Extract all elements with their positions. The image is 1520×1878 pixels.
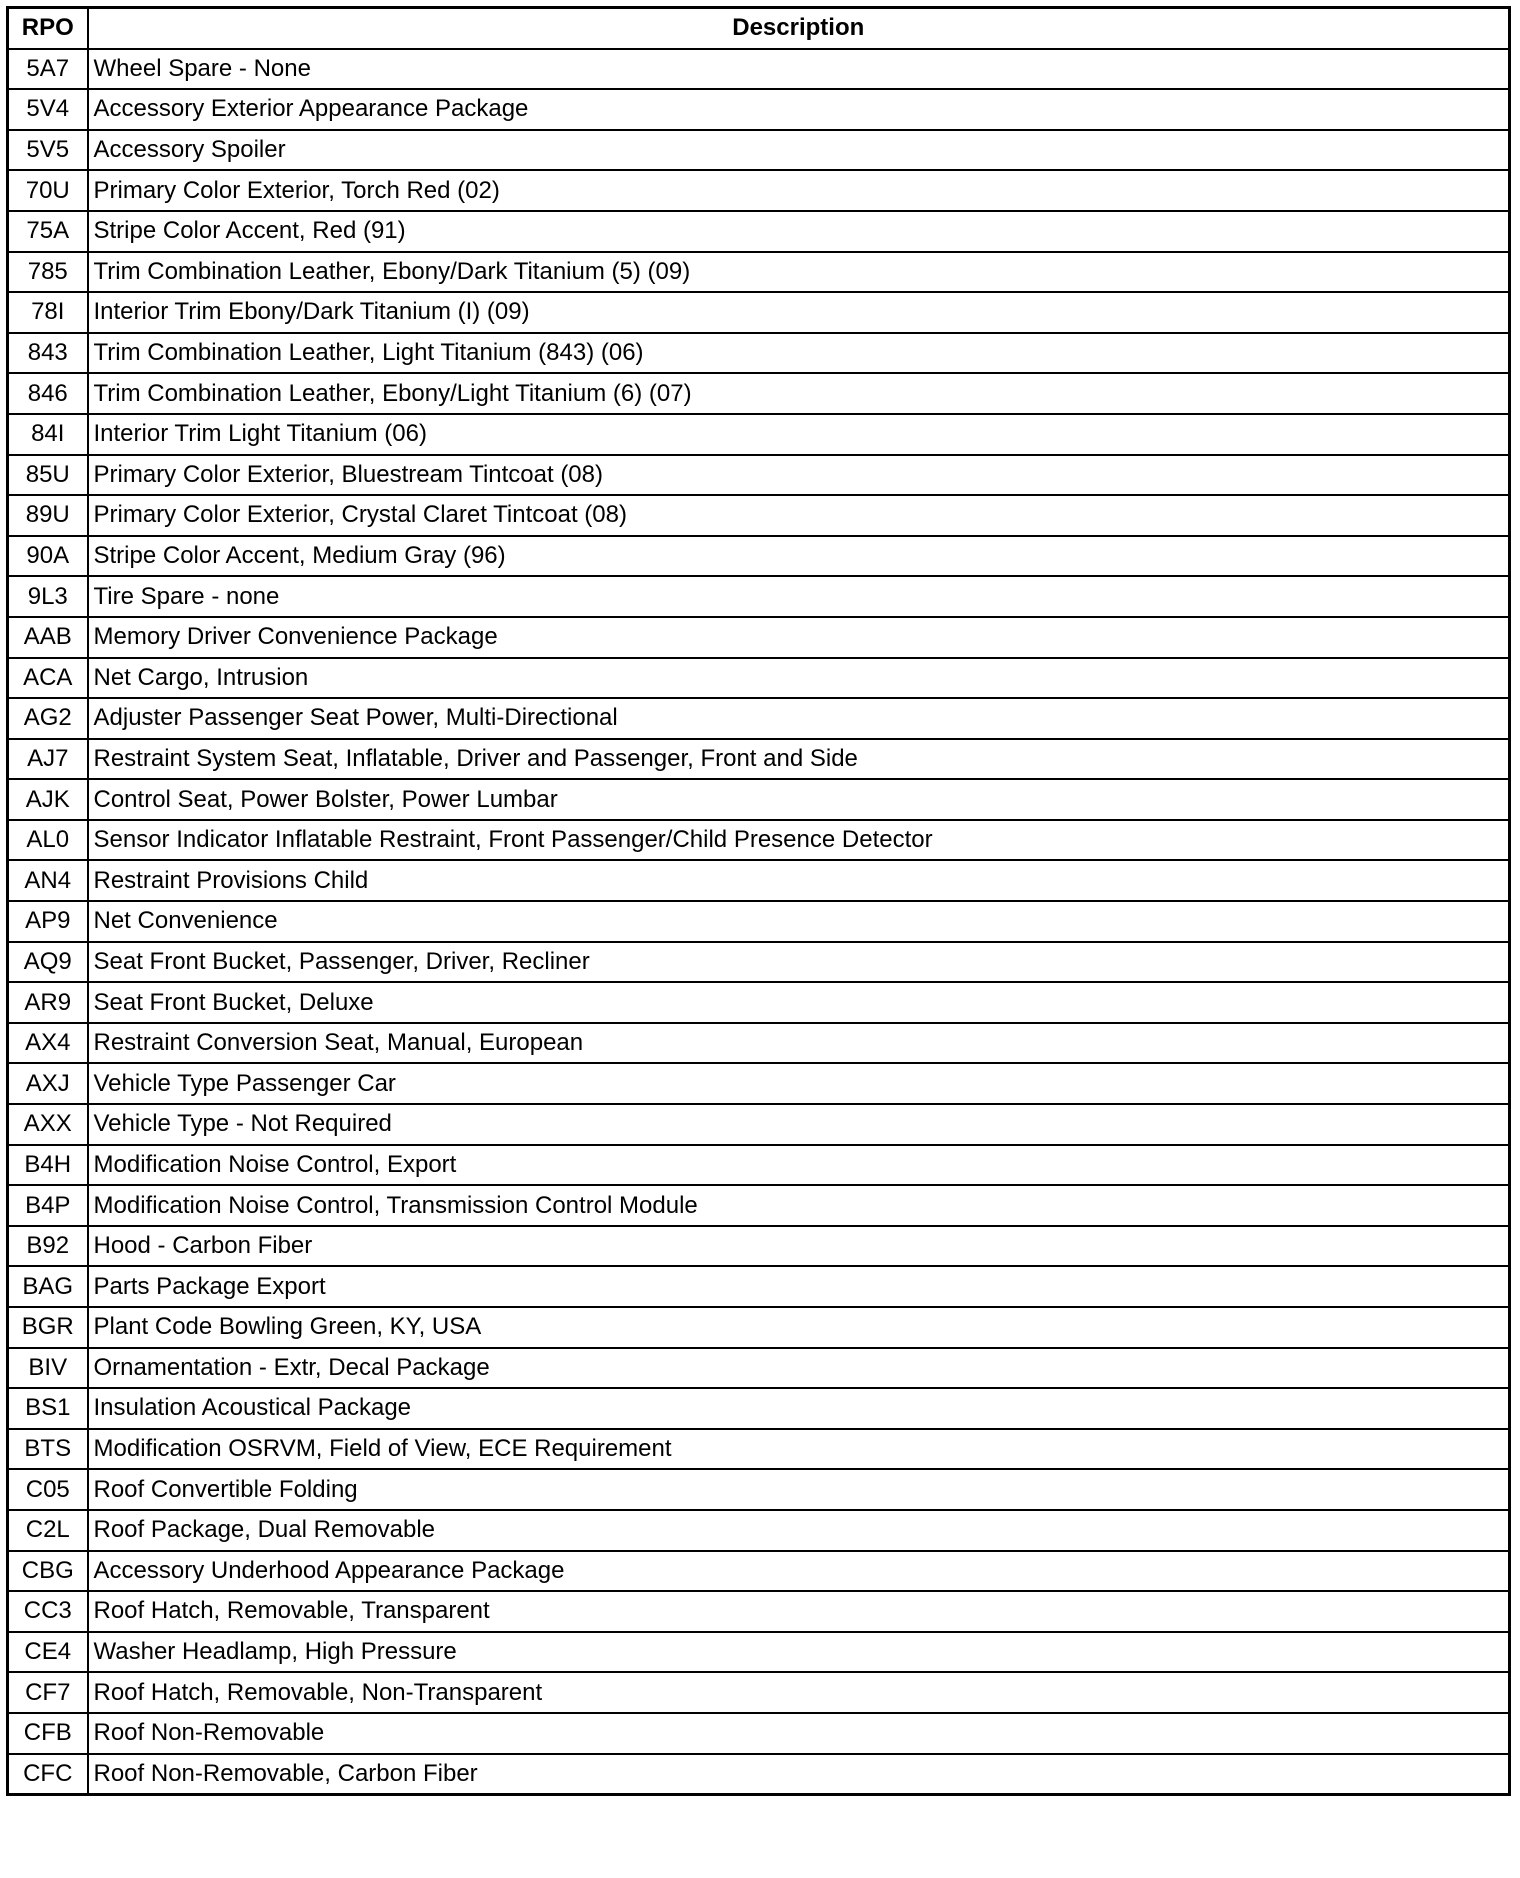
table-row xyxy=(8,333,1510,374)
table-row xyxy=(8,1713,1510,1754)
description-cell: Vehicle Type Passenger Car xyxy=(88,1063,1510,1104)
table-row xyxy=(8,1754,1510,1795)
table-row xyxy=(8,536,1510,577)
description-cell: Control Seat, Power Bolster, Power Lumbar xyxy=(88,779,1510,820)
rpo-code-cell: 90A xyxy=(8,536,88,577)
rpo-code-cell: AJ7 xyxy=(8,739,88,780)
table-row xyxy=(8,739,1510,780)
description-cell: Restraint Provisions Child xyxy=(88,860,1510,901)
description-cell: Roof Package, Dual Removable xyxy=(88,1510,1510,1551)
rpo-code-cell: B4P xyxy=(8,1185,88,1226)
description-cell: Restraint System Seat, Inflatable, Driver and Passenger, Front and Side xyxy=(88,739,1510,780)
rpo-code-cell: 78I xyxy=(8,292,88,333)
table-body xyxy=(8,49,1510,1795)
table-row xyxy=(8,942,1510,983)
rpo-code-cell: C05 xyxy=(8,1469,88,1510)
rpo-code-cell: BAG xyxy=(8,1266,88,1307)
table-row xyxy=(8,1510,1510,1551)
table-row xyxy=(8,982,1510,1023)
table-row xyxy=(8,1469,1510,1510)
table-row xyxy=(8,373,1510,414)
table-row xyxy=(8,1632,1510,1673)
description-cell: Memory Driver Convenience Package xyxy=(88,617,1510,658)
description-cell: Net Convenience xyxy=(88,901,1510,942)
rpo-code-cell: 846 xyxy=(8,373,88,414)
table-row xyxy=(8,1388,1510,1429)
header-row xyxy=(8,8,1510,49)
description-cell: Roof Non-Removable, Carbon Fiber xyxy=(88,1754,1510,1795)
table-row xyxy=(8,495,1510,536)
rpo-code-cell: AJK xyxy=(8,779,88,820)
description-cell: Ornamentation - Extr, Decal Package xyxy=(88,1348,1510,1389)
rpo-code-cell: CC3 xyxy=(8,1591,88,1632)
description-cell: Hood - Carbon Fiber xyxy=(88,1226,1510,1267)
description-cell: Insulation Acoustical Package xyxy=(88,1388,1510,1429)
table-row xyxy=(8,860,1510,901)
table-row xyxy=(8,820,1510,861)
rpo-code-cell: BGR xyxy=(8,1307,88,1348)
rpo-code-cell: AX4 xyxy=(8,1023,88,1064)
table-header xyxy=(8,8,1510,49)
description-cell: Trim Combination Leather, Ebony/Light Titanium (6) (07) xyxy=(88,373,1510,414)
rpo-code-cell: BS1 xyxy=(8,1388,88,1429)
rpo-code-cell: BTS xyxy=(8,1429,88,1470)
rpo-code-cell: BIV xyxy=(8,1348,88,1389)
table-row xyxy=(8,1307,1510,1348)
table-row xyxy=(8,455,1510,496)
description-cell: Primary Color Exterior, Crystal Claret Tintcoat (08) xyxy=(88,495,1510,536)
description-cell: Trim Combination Leather, Light Titanium (843) (06) xyxy=(88,333,1510,374)
rpo-code-cell: 843 xyxy=(8,333,88,374)
rpo-code-cell: 785 xyxy=(8,252,88,293)
description-cell: Roof Convertible Folding xyxy=(88,1469,1510,1510)
rpo-table xyxy=(6,6,1511,1796)
description-cell: Adjuster Passenger Seat Power, Multi-Directional xyxy=(88,698,1510,739)
description-cell: Restraint Conversion Seat, Manual, European xyxy=(88,1023,1510,1064)
description-cell: Modification Noise Control, Export xyxy=(88,1145,1510,1186)
description-cell: Tire Spare - none xyxy=(88,576,1510,617)
description-cell: Stripe Color Accent, Red (91) xyxy=(88,211,1510,252)
rpo-code-cell: C2L xyxy=(8,1510,88,1551)
table-row xyxy=(8,292,1510,333)
description-cell: Sensor Indicator Inflatable Restraint, Front Passenger/Child Presence Detector xyxy=(88,820,1510,861)
description-cell: Primary Color Exterior, Torch Red (02) xyxy=(88,170,1510,211)
rpo-code-cell: B92 xyxy=(8,1226,88,1267)
rpo-code-cell: 75A xyxy=(8,211,88,252)
description-cell: Primary Color Exterior, Bluestream Tintcoat (08) xyxy=(88,455,1510,496)
table-row xyxy=(8,658,1510,699)
table-row xyxy=(8,1348,1510,1389)
rpo-code-cell: ACA xyxy=(8,658,88,699)
rpo-code-cell: 5V5 xyxy=(8,130,88,171)
table-row xyxy=(8,698,1510,739)
table-row xyxy=(8,89,1510,130)
rpo-code-cell: 5V4 xyxy=(8,89,88,130)
description-cell: Trim Combination Leather, Ebony/Dark Titanium (5) (09) xyxy=(88,252,1510,293)
table-row xyxy=(8,779,1510,820)
rpo-code-cell: AN4 xyxy=(8,860,88,901)
table-row xyxy=(8,576,1510,617)
table-row xyxy=(8,211,1510,252)
rpo-code-cell: 70U xyxy=(8,170,88,211)
table-row xyxy=(8,1145,1510,1186)
header-rpo: RPO xyxy=(8,8,88,49)
table-row xyxy=(8,170,1510,211)
rpo-code-cell: 5A7 xyxy=(8,49,88,90)
rpo-code-cell: AP9 xyxy=(8,901,88,942)
rpo-code-cell: AAB xyxy=(8,617,88,658)
table-row xyxy=(8,1591,1510,1632)
table-row xyxy=(8,414,1510,455)
description-cell: Accessory Exterior Appearance Package xyxy=(88,89,1510,130)
rpo-code-cell: AR9 xyxy=(8,982,88,1023)
rpo-code-cell: 84I xyxy=(8,414,88,455)
table-row xyxy=(8,49,1510,90)
description-cell: Interior Trim Ebony/Dark Titanium (I) (09) xyxy=(88,292,1510,333)
table-row xyxy=(8,1551,1510,1592)
table-row xyxy=(8,1104,1510,1145)
rpo-code-cell: CBG xyxy=(8,1551,88,1592)
description-cell: Interior Trim Light Titanium (06) xyxy=(88,414,1510,455)
rpo-code-cell: 85U xyxy=(8,455,88,496)
rpo-code-cell: B4H xyxy=(8,1145,88,1186)
description-cell: Plant Code Bowling Green, KY, USA xyxy=(88,1307,1510,1348)
description-cell: Stripe Color Accent, Medium Gray (96) xyxy=(88,536,1510,577)
rpo-code-cell: AXJ xyxy=(8,1063,88,1104)
rpo-code-cell: AXX xyxy=(8,1104,88,1145)
rpo-code-cell: CFC xyxy=(8,1754,88,1795)
description-cell: Wheel Spare - None xyxy=(88,49,1510,90)
rpo-code-cell: AG2 xyxy=(8,698,88,739)
table-row xyxy=(8,1672,1510,1713)
description-cell: Modification OSRVM, Field of View, ECE Requirement xyxy=(88,1429,1510,1470)
description-cell: Seat Front Bucket, Deluxe xyxy=(88,982,1510,1023)
table-row xyxy=(8,617,1510,658)
table-row xyxy=(8,1185,1510,1226)
description-cell: Vehicle Type - Not Required xyxy=(88,1104,1510,1145)
rpo-code-cell: CE4 xyxy=(8,1632,88,1673)
description-cell: Seat Front Bucket, Passenger, Driver, Recliner xyxy=(88,942,1510,983)
description-cell: Accessory Spoiler xyxy=(88,130,1510,171)
description-cell: Roof Non-Removable xyxy=(88,1713,1510,1754)
description-cell: Net Cargo, Intrusion xyxy=(88,658,1510,699)
table-row xyxy=(8,252,1510,293)
rpo-code-cell: 89U xyxy=(8,495,88,536)
rpo-code-cell: 9L3 xyxy=(8,576,88,617)
table-row xyxy=(8,901,1510,942)
description-cell: Accessory Underhood Appearance Package xyxy=(88,1551,1510,1592)
table-row xyxy=(8,1023,1510,1064)
table-row xyxy=(8,130,1510,171)
rpo-code-cell: AQ9 xyxy=(8,942,88,983)
description-cell: Parts Package Export xyxy=(88,1266,1510,1307)
rpo-code-cell: AL0 xyxy=(8,820,88,861)
rpo-code-cell: CF7 xyxy=(8,1672,88,1713)
table-row xyxy=(8,1266,1510,1307)
table-row xyxy=(8,1063,1510,1104)
header-description: Description xyxy=(88,8,1510,49)
rpo-code-cell: CFB xyxy=(8,1713,88,1754)
table-row xyxy=(8,1226,1510,1267)
description-cell: Roof Hatch, Removable, Transparent xyxy=(88,1591,1510,1632)
description-cell: Washer Headlamp, High Pressure xyxy=(88,1632,1510,1673)
table-row xyxy=(8,1429,1510,1470)
description-cell: Roof Hatch, Removable, Non-Transparent xyxy=(88,1672,1510,1713)
description-cell: Modification Noise Control, Transmission Control Module xyxy=(88,1185,1510,1226)
